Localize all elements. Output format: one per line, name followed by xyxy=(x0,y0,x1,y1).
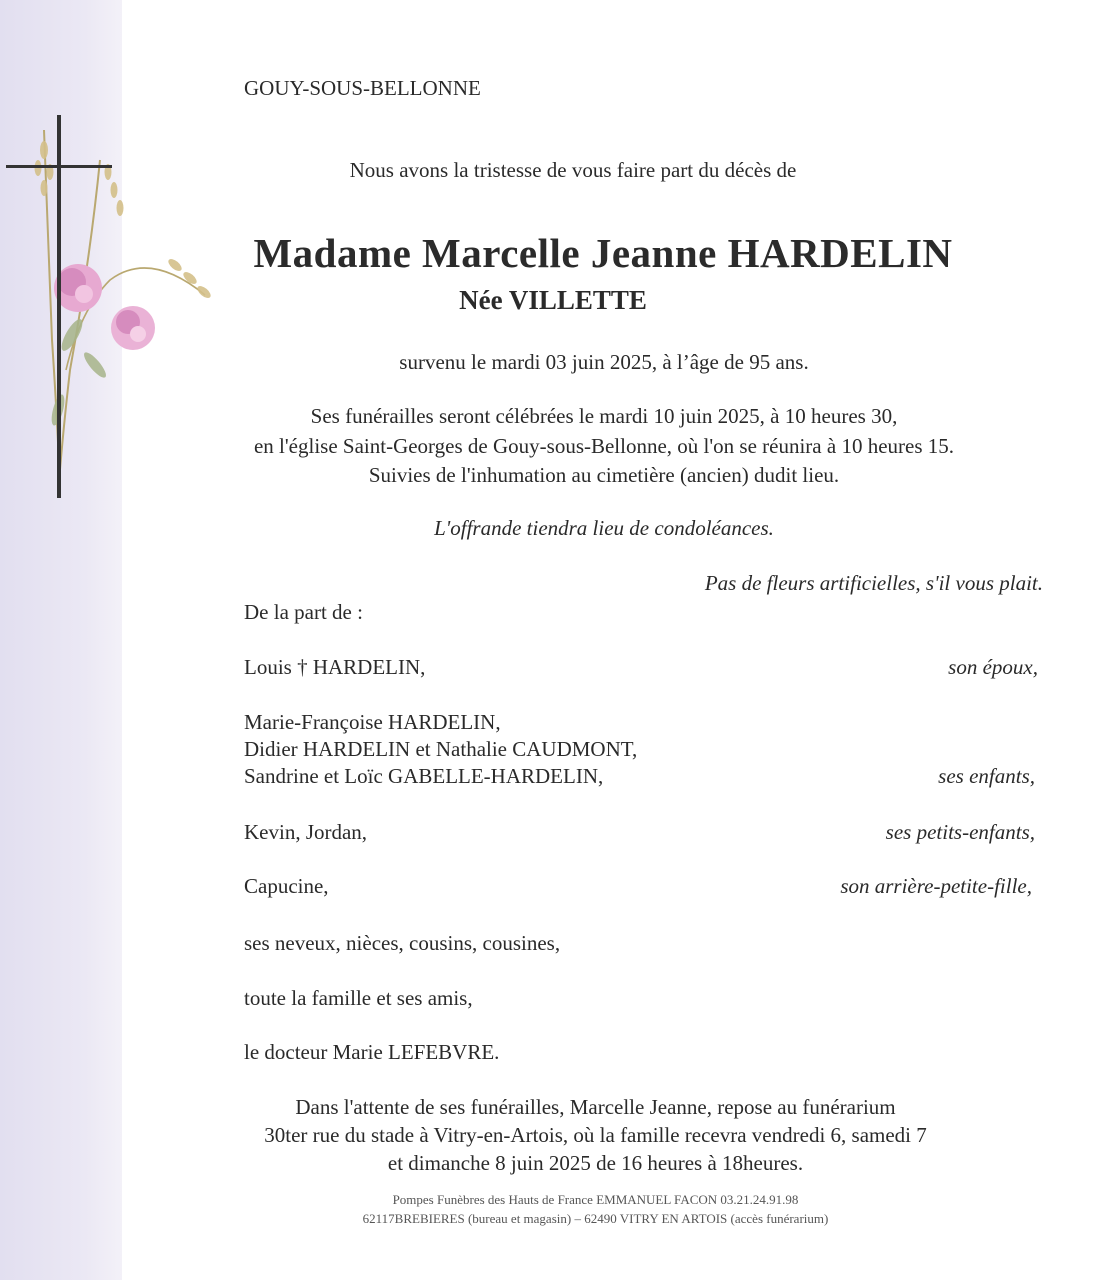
flowers-note: Pas de fleurs artificielles, s'il vous plait. xyxy=(704,571,1043,595)
funeral-line-3: Suivies de l'inhumation au cimetière (ancien) dudit lieu. xyxy=(368,463,840,487)
grandchildren-relation: ses petits-enfants, xyxy=(885,820,1035,844)
child-name-1: Marie-Françoise HARDELIN, xyxy=(244,710,501,734)
deceased-name: Madame Marcelle Jeanne HARDELIN xyxy=(253,230,953,276)
spouse-relation: son époux, xyxy=(948,655,1038,679)
funeral-home-line-1: Pompes Funèbres des Hauts de France EMMANUEL FACON 03.21.24.91.98 xyxy=(392,1192,799,1207)
children-relation: ses enfants, xyxy=(938,764,1035,788)
family-friends-line: toute la famille et ses amis, xyxy=(244,986,473,1010)
intro-text: Nous avons la tristesse de vous faire part du décès de xyxy=(349,158,797,182)
spouse-name: Louis † HARDELIN, xyxy=(244,655,426,679)
funeral-home-line-2: 62117BREBIERES (bureau et magasin) – 62490 VITRY EN ARTOIS (accès funérarium) xyxy=(362,1211,829,1226)
funeral-line-1: Ses funérailles seront célébrées le mardi 10 juin 2025, à 10 heures 30, xyxy=(310,404,898,428)
great-grandchild-name: Capucine, xyxy=(244,874,329,898)
viewing-line-1: Dans l'attente de ses funérailles, Marcelle Jeanne, repose au funérarium xyxy=(295,1095,896,1119)
from-label: De la part de : xyxy=(244,600,363,624)
viewing-line-3: et dimanche 8 juin 2025 de 16 heures à 18heures. xyxy=(387,1151,804,1175)
maiden-name: Née VILLETTE xyxy=(459,285,647,315)
child-name-2: Didier HARDELIN et Nathalie CAUDMONT, xyxy=(244,737,638,761)
viewing-line-2: 30ter rue du stade à Vitry-en-Artois, où la famille recevra vendredi 6, samedi 7 xyxy=(264,1123,927,1147)
offering-note: L'offrande tiendra lieu de condoléances. xyxy=(434,516,774,540)
funeral-line-2: en l'église Saint-Georges de Gouy-sous-Bellonne, où l'on se réunira à 10 heures 15. xyxy=(253,434,954,458)
doctor-line: le docteur Marie LEFEBVRE. xyxy=(244,1040,500,1064)
death-date-line: survenu le mardi 03 juin 2025, à l’âge de 95 ans. xyxy=(399,350,809,374)
grandchildren-names: Kevin, Jordan, xyxy=(244,820,368,844)
relatives-line: ses neveux, nièces, cousins, cousines, xyxy=(244,931,561,955)
great-grandchild-relation: son arrière-petite-fille, xyxy=(840,874,1032,898)
town-name: GOUY-SOUS-BELLONNE xyxy=(244,76,481,100)
child-name-3: Sandrine et Loïc GABELLE-HARDELIN, xyxy=(244,764,604,788)
